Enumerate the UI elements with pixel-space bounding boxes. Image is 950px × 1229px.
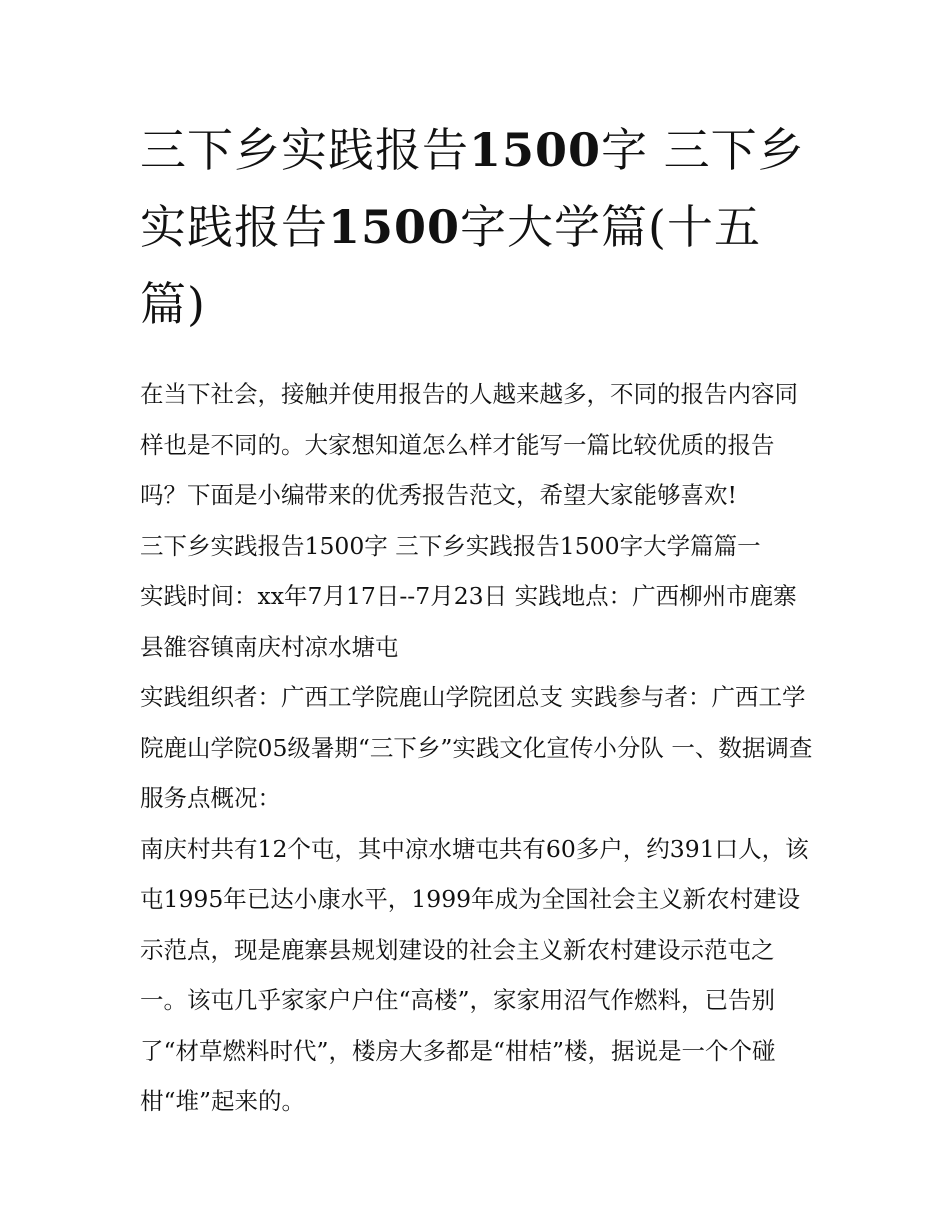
document-body	[140, 112, 820, 1127]
title-part-number: 1500	[328, 200, 461, 254]
village-overview: 南庆村共有12个屯，其中凉水塘屯共有60多户，约391口人，该屯1995年已达小康水平，1999年成为全国社会主义新农村建设示范点，现是鹿寨县规划建设的社会主义新农村建设示范屯之一。该屯几乎家家户户住“高楼”，家家用沼气作燃料，已告别了“材草燃料时代”，楼房大多都是“柑桔”楼，据说是一个个碰柑“堆”起来的。	[140, 834, 809, 1115]
practice-organizers: 实践组织者：广西工学院鹿山学院团总支 实践参与者：广西工学院鹿山学院05级暑期“三下乡”实践文化宣传小分队 一、数据调查 服务点概况：	[140, 683, 813, 812]
title-part: 三下乡实践报告	[140, 123, 469, 177]
intro-paragraph: 在当下社会，接触并使用报告的人越来越多，不同的报告内容同样也是不同的。大家想知道怎么样才能写一篇比较优质的报告吗？下面是小编带来的优秀报告范文，希望大家能够喜欢!	[140, 380, 798, 509]
section-heading: 三下乡实践报告1500字 三下乡实践报告1500字大学篇篇一	[140, 531, 761, 560]
document-title	[140, 112, 820, 343]
title-part: 字大学篇(十五篇)	[140, 200, 761, 331]
practice-time-location: 实践时间：xx年7月17日--7月23日 实践地点：广西柳州市鹿寨县雒容镇南庆村凉水塘屯	[140, 582, 797, 661]
title-part: 字 三下乡实践报告	[140, 123, 805, 254]
title-part-number: 1500	[469, 123, 602, 177]
